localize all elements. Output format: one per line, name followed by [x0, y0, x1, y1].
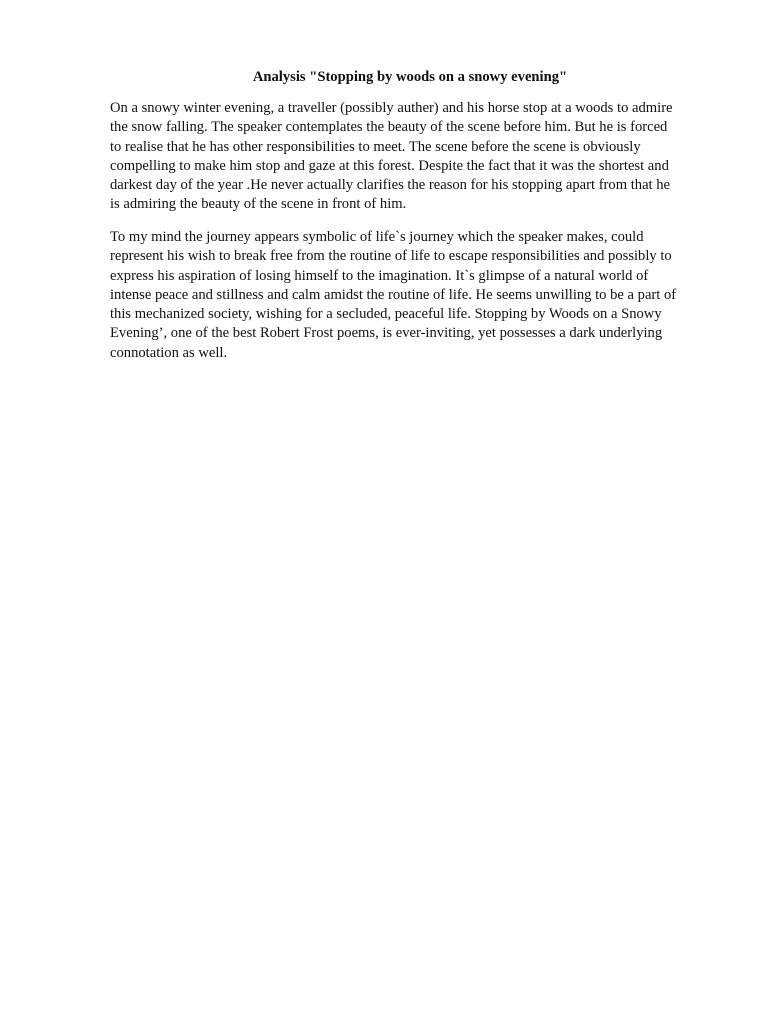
paragraph-line: compelling to make him stop and gaze at this forest. Despite the fact that it was the shortest and [110, 157, 669, 174]
paragraph-line: connotation as well. [110, 344, 228, 361]
paragraph-line: Evening’, one of the best Robert Frost poems, is ever-inviting, yet possesses a dark underlying [110, 325, 663, 342]
paragraph-line: to realise that he has other responsibilities to meet. The scene before the scene is obviously [110, 138, 641, 155]
paragraph-line: represent his wish to break free from the routine of life to escape responsibilities and possibly to [110, 248, 672, 265]
paragraph-2 [110, 228, 730, 363]
paragraph-line: this mechanized society, wishing for a secluded, peaceful life. Stopping by Woods on a Snowy [110, 306, 662, 323]
paragraph-line: is admiring the beauty of the scene in front of him. [110, 196, 407, 213]
document-title: Analysis "Stopping by woods on a snowy evening" [252, 69, 568, 85]
paragraph-line: On a snowy winter evening, a traveller (possibly auther) and his horse stop at a woods to admire [110, 100, 673, 116]
paragraph-line: To my mind the journey appears symbolic of life`s journey which the speaker makes, could [110, 229, 644, 245]
paragraph-1 [110, 99, 730, 215]
paragraph-line: intense peace and stillness and calm amidst the routine of life. He seems unwilling to be a part of [110, 286, 677, 303]
paragraph-line: express his aspiration of losing himself to the imagination. It`s glimpse of a natural world of [110, 267, 649, 284]
paragraph-line: darkest day of the year .He never actually clarifies the reason for his stopping apart from that he [110, 177, 671, 194]
paragraph-line: the snow falling. The speaker contemplates the beauty of the scene before him. But he is forced [110, 119, 668, 136]
